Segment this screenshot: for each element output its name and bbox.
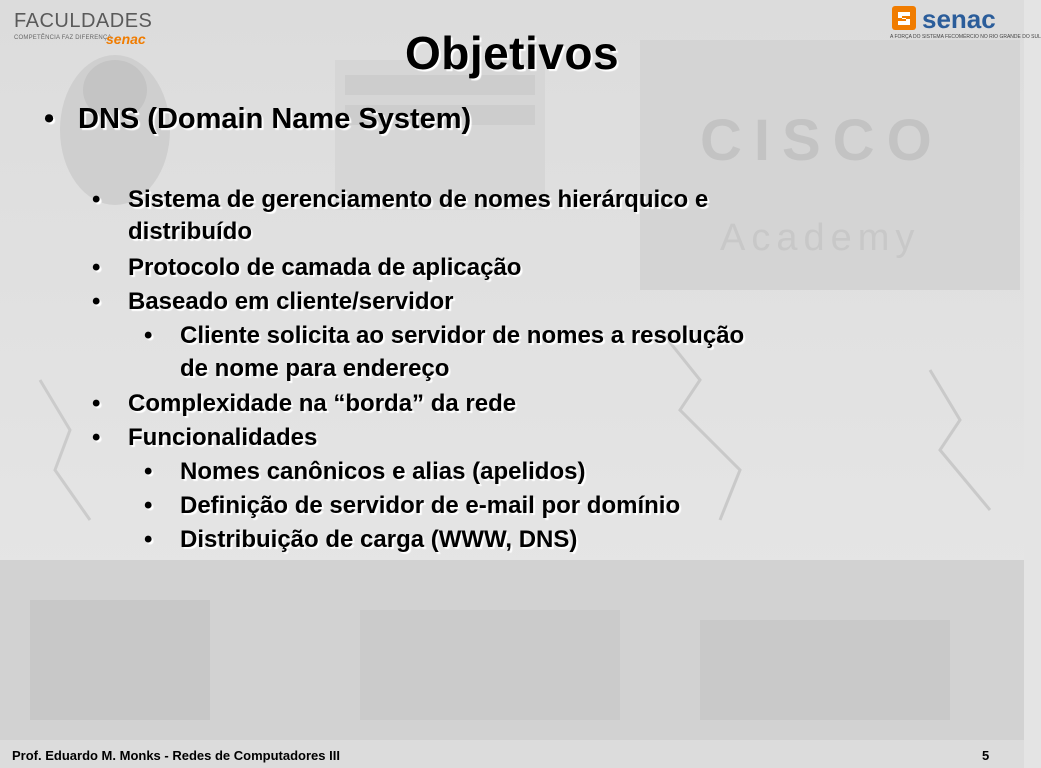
bullet-glyph: • bbox=[92, 254, 101, 281]
footer-page-number: 5 bbox=[982, 748, 990, 763]
bullet-glyph: • bbox=[92, 186, 101, 213]
senac-logo-text: senac bbox=[922, 4, 996, 34]
bullet-cliente-line-1: Cliente solicita ao servidor de nomes a resolução bbox=[180, 322, 745, 349]
bullet-distribuicao-carga: Distribuição de carga (WWW, DNS) bbox=[180, 526, 578, 553]
bullet-funcionalidades: Funcionalidades bbox=[128, 424, 318, 451]
svg-text:Academy: Academy bbox=[720, 217, 921, 259]
bullet-glyph: • bbox=[92, 390, 101, 417]
bullet-definicao-email: Definição de servidor de e-mail por domínio bbox=[180, 492, 681, 519]
bullet-baseado: Baseado em cliente/servidor bbox=[128, 288, 454, 315]
bullet-sistema-line-1: Sistema de gerenciamento de nomes hierárquico e bbox=[128, 186, 709, 213]
bullet-cliente-line-2: de nome para endereço bbox=[180, 355, 450, 382]
bullet-glyph: • bbox=[144, 526, 153, 553]
bullet-glyph: • bbox=[144, 322, 153, 349]
bullet-glyph: • bbox=[44, 103, 55, 135]
senac-logo-tagline: A FORÇA DO SISTEMA FECOMÉRCIO NO RIO GRANDE DO SUL bbox=[890, 34, 1041, 40]
bullet-dns: DNS (Domain Name System) bbox=[78, 103, 472, 135]
bullet-glyph: • bbox=[144, 458, 153, 485]
bullet-protocolo: Protocolo de camada de aplicação bbox=[128, 254, 522, 281]
bullet-nomes-canonicos: Nomes canônicos e alias (apelidos) bbox=[180, 458, 586, 485]
bullet-complexidade: Complexidade na “borda” da rede bbox=[128, 390, 517, 417]
slide-title: Objetivos bbox=[404, 27, 620, 79]
logo-faculdades-text: FACULDADES bbox=[14, 10, 153, 32]
logo-faculdades-tagline: COMPETÊNCIA FAZ DIFERENÇA bbox=[14, 35, 112, 41]
logo-faculdades-brand: senac bbox=[106, 31, 146, 47]
bullet-glyph: • bbox=[144, 492, 153, 519]
bullet-sistema-line-2: distribuído bbox=[128, 218, 252, 245]
bullet-glyph: • bbox=[92, 288, 101, 315]
footer-author: Prof. Eduardo M. Monks - Redes de Computadores III bbox=[12, 748, 340, 763]
bullet-glyph: • bbox=[92, 424, 101, 451]
svg-text:CISCO: CISCO bbox=[700, 108, 944, 173]
